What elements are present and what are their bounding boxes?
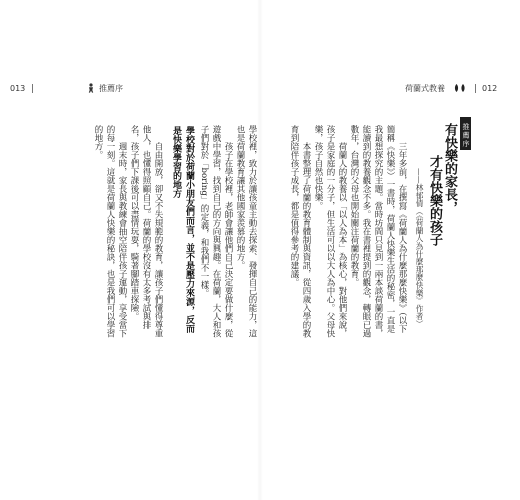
preface-tag: 推薦序 <box>460 117 471 150</box>
right-page-body <box>284 125 408 339</box>
body-paragraph: 荷蘭人的教養以「以人為本」為核心，對他們來說，孩子是家庭的一分子，但生活可以以大人為中心。父母快樂，孩子自然也快樂。 <box>313 125 347 338</box>
body-paragraph: 週末時，家長與教練會抽空陪伴孩子運動，享受當下的每一刻。這就是荷蘭人快樂的秘訣，也是我們可以學習的地方。 <box>93 125 127 338</box>
left-page-body-before-heading <box>197 125 258 339</box>
double-leaf-icon <box>453 83 467 93</box>
body-paragraph: 自由開放，卻又不失規範的教育，讓孩子們懂得尊重他人，也懂得照顧自己。荷蘭的學校沒有太多考試與排名，孩子們下課後可以盡情玩耍，騎著腳踏車探險。 <box>129 125 163 338</box>
child-figure-icon <box>86 83 96 93</box>
preface-author: ——林郁倩（《荷蘭人為什麼那麼快樂》作者） <box>415 168 424 328</box>
section-heading: 學校對於荷蘭小朋友們而言，並不是壓力來源，反而是快樂學習的地方 <box>171 126 194 333</box>
body-paragraph: 孩子在學校裡，老師會讓他們自己決定要做什麼，從遊戲中學習，找到自己的方向與興趣。在荷蘭，大人和孩子們對於「boring」的定義，和我們不一樣。 <box>199 125 233 338</box>
running-head-section: 推薦序 <box>99 84 123 93</box>
left-page-body-after-heading <box>90 125 164 339</box>
body-paragraph: 本書整理了荷蘭的教育體制與資訊，從四歲入學的教育到陪伴孩子成長，都是值得參考的建議。 <box>289 125 311 338</box>
page-number-left: 013 <box>10 84 26 93</box>
header-divider-left <box>32 84 33 93</box>
body-paragraph-continued: 學校裡，致力於讓孩童主動去探索、發揮自己的能力，這也是荷蘭教育讓其他國家羨慕的地方。 <box>235 125 257 338</box>
running-head-book-title: 荷蘭式教養 <box>405 84 445 93</box>
preface-title-line-1: 有快樂的家長， <box>442 123 457 214</box>
page-number-right: 012 <box>482 84 498 93</box>
body-paragraph: 三年多前，在撰寫《荷蘭人為什麼那麼快樂》（以下簡稱《快樂》）一書時，荷蘭人快樂生活的秘密，一直是我最想探究的主題。當時坊間只見到一兩本談荷蘭的書，能讀到的教養觀念不多。我在書裡提到的觀念，轉眼已過數年，台灣的父母也開始關注荷蘭的教育。 <box>349 125 407 338</box>
header-divider-right <box>475 84 476 93</box>
preface-title-line-2: 才有快樂的孩子 <box>427 155 442 246</box>
